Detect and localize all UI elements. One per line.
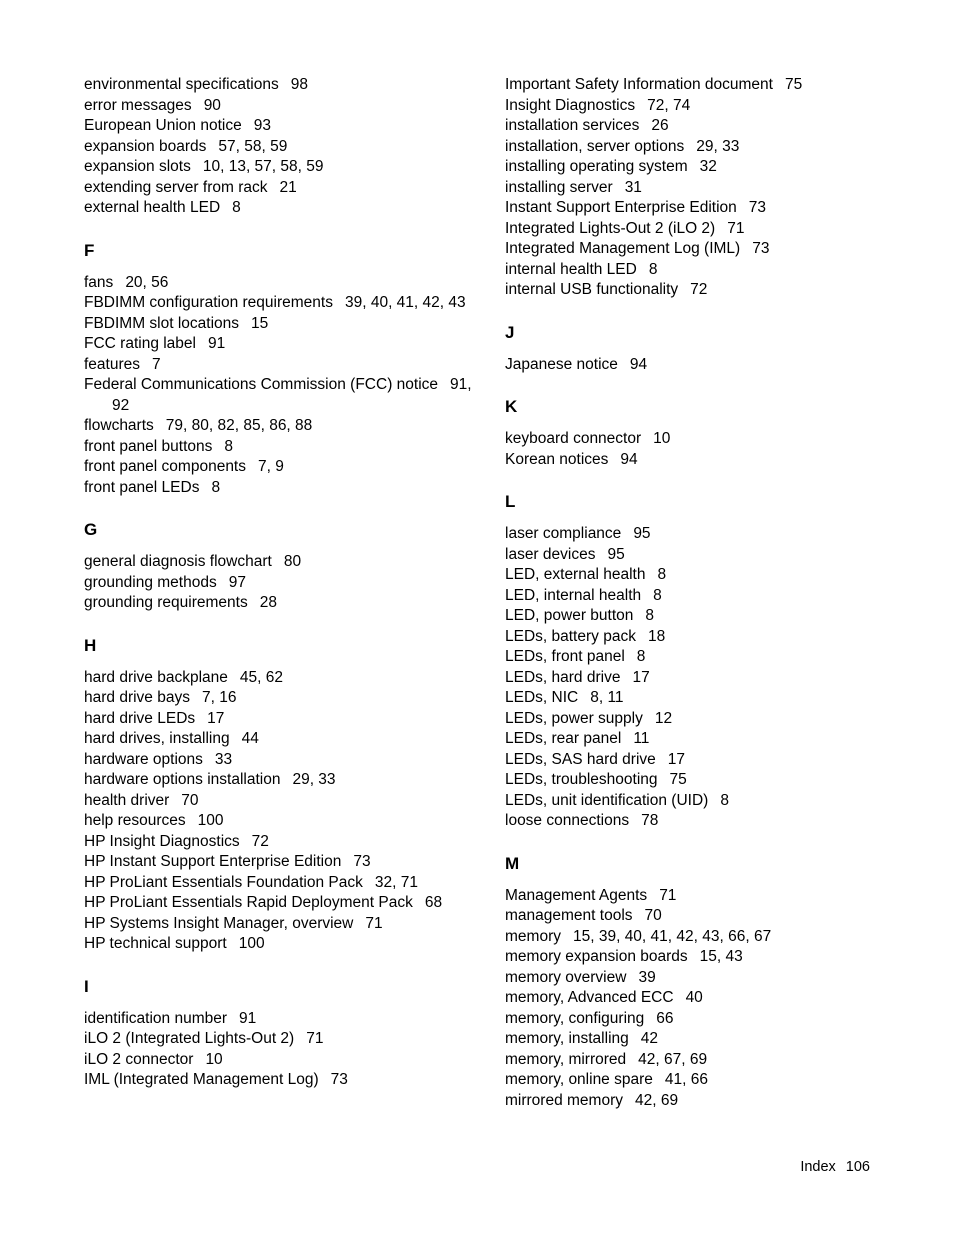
index-page-refs: 7, 9 bbox=[258, 458, 284, 475]
index-page-refs: 39, 40, 41, 42, 43 bbox=[344, 294, 466, 311]
index-term: memory, installing bbox=[505, 1030, 629, 1047]
index-term: Insight Diagnostics bbox=[505, 96, 636, 114]
index-page-refs: 98 bbox=[290, 76, 308, 93]
index-section bbox=[84, 75, 484, 219]
index-entry bbox=[505, 116, 905, 137]
index-entry bbox=[84, 914, 484, 935]
index-term: hardware options bbox=[84, 750, 203, 768]
index-page-refs: 12 bbox=[654, 709, 673, 727]
index-entry bbox=[84, 75, 484, 96]
index-page-refs: 80 bbox=[283, 553, 302, 570]
index-term: features bbox=[84, 355, 141, 373]
index-page-refs: 44 bbox=[241, 730, 259, 747]
index-page-refs: 7 bbox=[152, 355, 161, 373]
index-page-refs: 8 bbox=[636, 648, 646, 665]
index-page-refs: 73 bbox=[330, 1071, 348, 1088]
index-entry bbox=[84, 811, 484, 832]
index-term: LEDs, SAS hard drive bbox=[505, 750, 656, 768]
index-entry bbox=[505, 927, 905, 948]
index-section bbox=[84, 977, 484, 1091]
index-column-left bbox=[84, 75, 484, 1091]
index-page-refs: 75 bbox=[669, 771, 687, 788]
index-term: Japanese notice bbox=[505, 355, 618, 373]
index-page-refs: 41, 66 bbox=[664, 1071, 708, 1088]
index-entry bbox=[505, 545, 905, 566]
index-page-refs: 10, 13, 57, 58, 59 bbox=[202, 158, 324, 175]
index-term: FBDIMM configuration requirements bbox=[84, 294, 333, 311]
index-entry bbox=[84, 668, 484, 689]
index-entry bbox=[505, 450, 905, 471]
index-page-refs: 20, 56 bbox=[125, 273, 169, 291]
section-letter-heading: H bbox=[84, 635, 97, 655]
index-entry bbox=[84, 96, 484, 117]
index-term: IML (Integrated Management Log) bbox=[84, 1071, 319, 1088]
index-term: LEDs, rear panel bbox=[505, 730, 622, 747]
index-page-refs: 8 bbox=[224, 437, 234, 455]
index-term: hard drive backplane bbox=[84, 668, 228, 686]
index-section bbox=[84, 520, 484, 614]
section-letter-heading: J bbox=[505, 322, 515, 342]
index-term: front panel LEDs bbox=[84, 478, 200, 496]
index-page-refs: 66 bbox=[656, 1009, 674, 1027]
index-entry bbox=[505, 260, 905, 281]
index-page-refs: 8 bbox=[653, 586, 662, 604]
index-term: hard drive LEDs bbox=[84, 709, 196, 727]
index-entry bbox=[505, 280, 905, 301]
index-page-refs: 10 bbox=[653, 430, 671, 447]
index-entry bbox=[505, 157, 905, 178]
index-term: Instant Support Enterprise Edition bbox=[505, 199, 737, 216]
index-page-refs: 73 bbox=[752, 240, 770, 257]
index-entry bbox=[505, 968, 905, 989]
index-page-refs: 18 bbox=[647, 627, 666, 645]
index-page-refs: 100 bbox=[238, 935, 265, 952]
index-page-refs: 26 bbox=[651, 117, 669, 134]
index-page-refs: 8 bbox=[648, 260, 658, 278]
index-term: LED, power button bbox=[505, 607, 634, 624]
index-term: LED, internal health bbox=[505, 586, 642, 604]
index-term: grounding requirements bbox=[84, 594, 248, 611]
index-page-refs: 31 bbox=[624, 178, 642, 196]
index-entry bbox=[84, 709, 484, 730]
section-letter-heading: G bbox=[84, 520, 98, 539]
index-entry bbox=[84, 791, 484, 812]
index-page-refs: 73 bbox=[353, 853, 371, 870]
index-page-refs: 91, 92 bbox=[112, 376, 472, 414]
index-term: HP ProLiant Essentials Foundation Pack bbox=[84, 873, 363, 891]
index-entry bbox=[505, 1091, 905, 1112]
index-term: fans bbox=[84, 273, 114, 291]
index-term: HP Instant Support Enterprise Edition bbox=[84, 853, 342, 870]
index-term: grounding methods bbox=[84, 573, 217, 591]
index-term: installation services bbox=[505, 117, 640, 134]
index-term: LEDs, hard drive bbox=[505, 668, 621, 686]
index-page-refs: 70 bbox=[644, 907, 662, 924]
index-term: front panel components bbox=[84, 458, 246, 475]
index-entry bbox=[84, 1009, 484, 1030]
index-page-refs: 57, 58, 59 bbox=[218, 137, 288, 155]
index-page-refs: 39 bbox=[638, 968, 656, 986]
index-entry bbox=[505, 906, 905, 927]
index-page-refs: 8 bbox=[645, 607, 655, 624]
index-term: identification number bbox=[84, 1009, 228, 1027]
index-term: LEDs, front panel bbox=[505, 648, 625, 665]
index-entry bbox=[84, 893, 484, 914]
index-term: Integrated Lights-Out 2 (iLO 2) bbox=[505, 219, 716, 237]
index-term: keyboard connector bbox=[505, 430, 642, 447]
index-entry bbox=[84, 355, 484, 376]
index-term: hard drive bays bbox=[84, 689, 190, 706]
index-page-refs: 8 bbox=[232, 199, 241, 216]
index-entry bbox=[84, 314, 484, 335]
index-entry bbox=[84, 198, 484, 219]
index-entry bbox=[84, 688, 484, 709]
index-entry bbox=[505, 770, 905, 791]
index-page-refs: 29, 33 bbox=[696, 137, 740, 155]
index-entry bbox=[84, 375, 484, 416]
index-column-right bbox=[505, 75, 905, 1111]
index-entry bbox=[505, 791, 905, 812]
index-term: FBDIMM slot locations bbox=[84, 314, 240, 332]
index-section bbox=[84, 636, 484, 955]
index-entry bbox=[84, 478, 484, 499]
index-section bbox=[505, 397, 905, 470]
page-footer bbox=[800, 1158, 870, 1176]
index-term: memory, mirrored bbox=[505, 1050, 627, 1068]
index-term: laser compliance bbox=[505, 525, 622, 542]
index-term: LEDs, NIC bbox=[505, 689, 579, 706]
index-entry bbox=[505, 709, 905, 730]
index-page-refs: 90 bbox=[203, 96, 221, 114]
index-term: Integrated Management Log (IML) bbox=[505, 240, 741, 257]
index-entry bbox=[84, 770, 484, 791]
index-entry bbox=[505, 1070, 905, 1091]
index-section bbox=[84, 241, 484, 499]
index-page-refs: 71 bbox=[306, 1030, 324, 1047]
index-page-refs: 17 bbox=[632, 668, 650, 686]
index-entry bbox=[505, 668, 905, 689]
index-term: LEDs, power supply bbox=[505, 709, 643, 727]
index-entry bbox=[505, 729, 905, 750]
index-term: LEDs, unit identification (UID) bbox=[505, 791, 709, 809]
index-entry bbox=[505, 565, 905, 586]
index-entry bbox=[84, 750, 484, 771]
index-page-refs: 17 bbox=[207, 709, 225, 727]
index-term: Federal Communications Commission (FCC) notice bbox=[84, 376, 439, 393]
index-term: external health LED bbox=[84, 199, 221, 216]
index-page-refs: 17 bbox=[667, 750, 686, 768]
index-entry bbox=[505, 988, 905, 1009]
index-page-refs: 71 bbox=[727, 219, 745, 237]
index-entry bbox=[505, 239, 905, 260]
index-entry bbox=[84, 1070, 484, 1091]
index-page-refs: 97 bbox=[228, 573, 246, 591]
index-page-refs: 15 bbox=[251, 314, 269, 332]
index-page-refs: 32, 71 bbox=[374, 873, 418, 891]
index-term: installation, server options bbox=[505, 137, 685, 155]
index-page-refs: 94 bbox=[620, 450, 638, 468]
index-page-refs: 73 bbox=[748, 199, 767, 216]
index-entry bbox=[505, 219, 905, 240]
index-term: memory overview bbox=[505, 968, 627, 986]
index-page-refs: 72 bbox=[251, 832, 269, 850]
index-page-refs: 42, 67, 69 bbox=[638, 1050, 708, 1068]
index-term: front panel buttons bbox=[84, 437, 213, 455]
index-entry bbox=[505, 811, 905, 832]
index-entry bbox=[84, 593, 484, 614]
index-page-refs: 42, 69 bbox=[634, 1091, 679, 1109]
index-page-refs: 40 bbox=[685, 989, 703, 1006]
index-page-refs: 95 bbox=[607, 545, 625, 563]
index-entry bbox=[84, 157, 484, 178]
index-page-refs: 79, 80, 82, 85, 86, 88 bbox=[165, 417, 313, 434]
index-term: Korean notices bbox=[505, 450, 609, 468]
index-term: memory, Advanced ECC bbox=[505, 989, 674, 1006]
index-entry bbox=[505, 947, 905, 968]
index-page-refs: 29, 33 bbox=[292, 771, 336, 788]
index-entry bbox=[505, 1009, 905, 1030]
index-entry bbox=[505, 137, 905, 158]
index-term: iLO 2 (Integrated Lights-Out 2) bbox=[84, 1030, 295, 1047]
index-term: LEDs, troubleshooting bbox=[505, 771, 658, 788]
index-entry bbox=[505, 886, 905, 907]
index-term: loose connections bbox=[505, 812, 630, 829]
index-term: European Union notice bbox=[84, 117, 242, 134]
index-page-refs: 71 bbox=[365, 914, 383, 932]
index-term: FCC rating label bbox=[84, 335, 196, 352]
index-page-refs: 70 bbox=[181, 791, 199, 809]
index-term: Important Safety Information document bbox=[505, 76, 773, 93]
index-entry bbox=[84, 293, 484, 314]
index-term: environmental specifications bbox=[84, 76, 279, 93]
index-page-refs: 11 bbox=[633, 730, 650, 747]
index-term: expansion slots bbox=[84, 158, 191, 175]
footer-label: Index bbox=[800, 1159, 836, 1175]
index-page-refs: 72 bbox=[690, 281, 708, 298]
index-entry bbox=[505, 688, 905, 709]
index-term: expansion boards bbox=[84, 137, 207, 155]
index-term: extending server from rack bbox=[84, 178, 268, 196]
index-page-refs: 42 bbox=[640, 1030, 659, 1047]
index-entry bbox=[84, 437, 484, 458]
index-page-refs: 100 bbox=[197, 812, 224, 829]
index-entry bbox=[505, 750, 905, 771]
index-term: memory, configuring bbox=[505, 1009, 645, 1027]
index-term: help resources bbox=[84, 812, 186, 829]
index-page-refs: 8 bbox=[211, 478, 221, 496]
index-page-refs: 32 bbox=[699, 158, 717, 175]
index-entry bbox=[84, 116, 484, 137]
index-term: internal health LED bbox=[505, 260, 637, 278]
index-entry bbox=[84, 573, 484, 594]
index-term: HP ProLiant Essentials Rapid Deployment Pack bbox=[84, 894, 413, 911]
index-term: HP Systems Insight Manager, overview bbox=[84, 914, 354, 932]
index-entry bbox=[84, 137, 484, 158]
index-entry bbox=[505, 75, 905, 96]
index-entry bbox=[84, 1029, 484, 1050]
index-term: general diagnosis flowchart bbox=[84, 553, 272, 570]
index-entry bbox=[84, 934, 484, 955]
index-page-refs: 91 bbox=[239, 1009, 257, 1027]
index-entry bbox=[84, 832, 484, 853]
index-entry bbox=[505, 627, 905, 648]
index-term: LED, external health bbox=[505, 566, 646, 583]
section-letter-heading: L bbox=[505, 492, 516, 511]
index-section bbox=[505, 323, 905, 376]
index-section bbox=[505, 75, 905, 301]
index-entry bbox=[84, 334, 484, 355]
index-page-refs: 78 bbox=[641, 812, 659, 829]
index-entry bbox=[84, 552, 484, 573]
index-term: memory, online spare bbox=[505, 1071, 653, 1088]
index-page-refs: 28 bbox=[259, 594, 277, 611]
index-entry bbox=[84, 852, 484, 873]
index-entry bbox=[84, 1050, 484, 1071]
index-entry bbox=[505, 647, 905, 668]
index-section bbox=[505, 854, 905, 1112]
index-term: HP technical support bbox=[84, 935, 227, 952]
index-page-refs: 71 bbox=[659, 886, 677, 904]
index-term: HP Insight Diagnostics bbox=[84, 832, 240, 850]
index-entry bbox=[505, 586, 905, 607]
footer-page-number: 106 bbox=[845, 1159, 870, 1175]
index-entry bbox=[505, 178, 905, 199]
index-page-refs: 21 bbox=[279, 178, 297, 196]
index-page-refs: 7, 16 bbox=[201, 689, 237, 706]
index-term: hard drives, installing bbox=[84, 730, 230, 747]
index-term: hardware options installation bbox=[84, 771, 281, 788]
index-term: management tools bbox=[505, 907, 633, 924]
index-page-refs: 8 bbox=[657, 566, 667, 583]
index-page-refs: 68 bbox=[424, 894, 443, 911]
index-section bbox=[505, 492, 905, 832]
index-page-refs: 10 bbox=[205, 1050, 223, 1068]
section-letter-heading: F bbox=[84, 240, 95, 260]
index-term: installing server bbox=[505, 178, 613, 196]
index-entry bbox=[84, 873, 484, 894]
index-entry bbox=[84, 729, 484, 750]
index-entry bbox=[505, 198, 905, 219]
index-entry bbox=[505, 1029, 905, 1050]
section-letter-heading: M bbox=[505, 853, 520, 873]
index-page-refs: 75 bbox=[784, 76, 803, 93]
index-entry bbox=[84, 273, 484, 294]
index-page-refs: 33 bbox=[214, 750, 233, 768]
index-term: memory expansion boards bbox=[505, 948, 688, 965]
index-term: flowcharts bbox=[84, 417, 154, 434]
index-entry bbox=[84, 416, 484, 437]
index-page-refs: 72, 74 bbox=[647, 96, 691, 114]
index-term: laser devices bbox=[505, 545, 596, 563]
index-entry bbox=[505, 606, 905, 627]
index-page-refs: 8 bbox=[720, 791, 729, 809]
index-term: error messages bbox=[84, 96, 192, 114]
index-term: internal USB functionality bbox=[505, 281, 679, 298]
index-page-refs: 91 bbox=[208, 335, 226, 352]
index-page-refs: 15, 39, 40, 41, 42, 43, 66, 67 bbox=[572, 927, 772, 945]
index-page-refs: 95 bbox=[633, 525, 651, 542]
section-letter-heading: K bbox=[505, 397, 518, 416]
index-entry bbox=[84, 457, 484, 478]
index-term: health driver bbox=[84, 791, 170, 809]
index-entry bbox=[505, 524, 905, 545]
index-term: installing operating system bbox=[505, 158, 688, 175]
index-term: Management Agents bbox=[505, 886, 648, 904]
index-page-refs: 8, 11 bbox=[590, 689, 624, 706]
index-page-refs: 93 bbox=[253, 117, 271, 134]
section-letter-heading: I bbox=[84, 976, 89, 996]
index-term: mirrored memory bbox=[505, 1091, 623, 1109]
index-term: memory bbox=[505, 927, 561, 945]
index-page-refs: 15, 43 bbox=[699, 948, 743, 965]
index-entry bbox=[505, 355, 905, 376]
index-entry bbox=[84, 178, 484, 199]
index-page-refs: 94 bbox=[629, 355, 648, 373]
index-entry bbox=[505, 429, 905, 450]
index-entry bbox=[505, 1050, 905, 1071]
index-term: iLO 2 connector bbox=[84, 1050, 194, 1068]
index-term: LEDs, battery pack bbox=[505, 627, 636, 645]
index-page-refs: 45, 62 bbox=[239, 668, 284, 686]
index-entry bbox=[505, 96, 905, 117]
